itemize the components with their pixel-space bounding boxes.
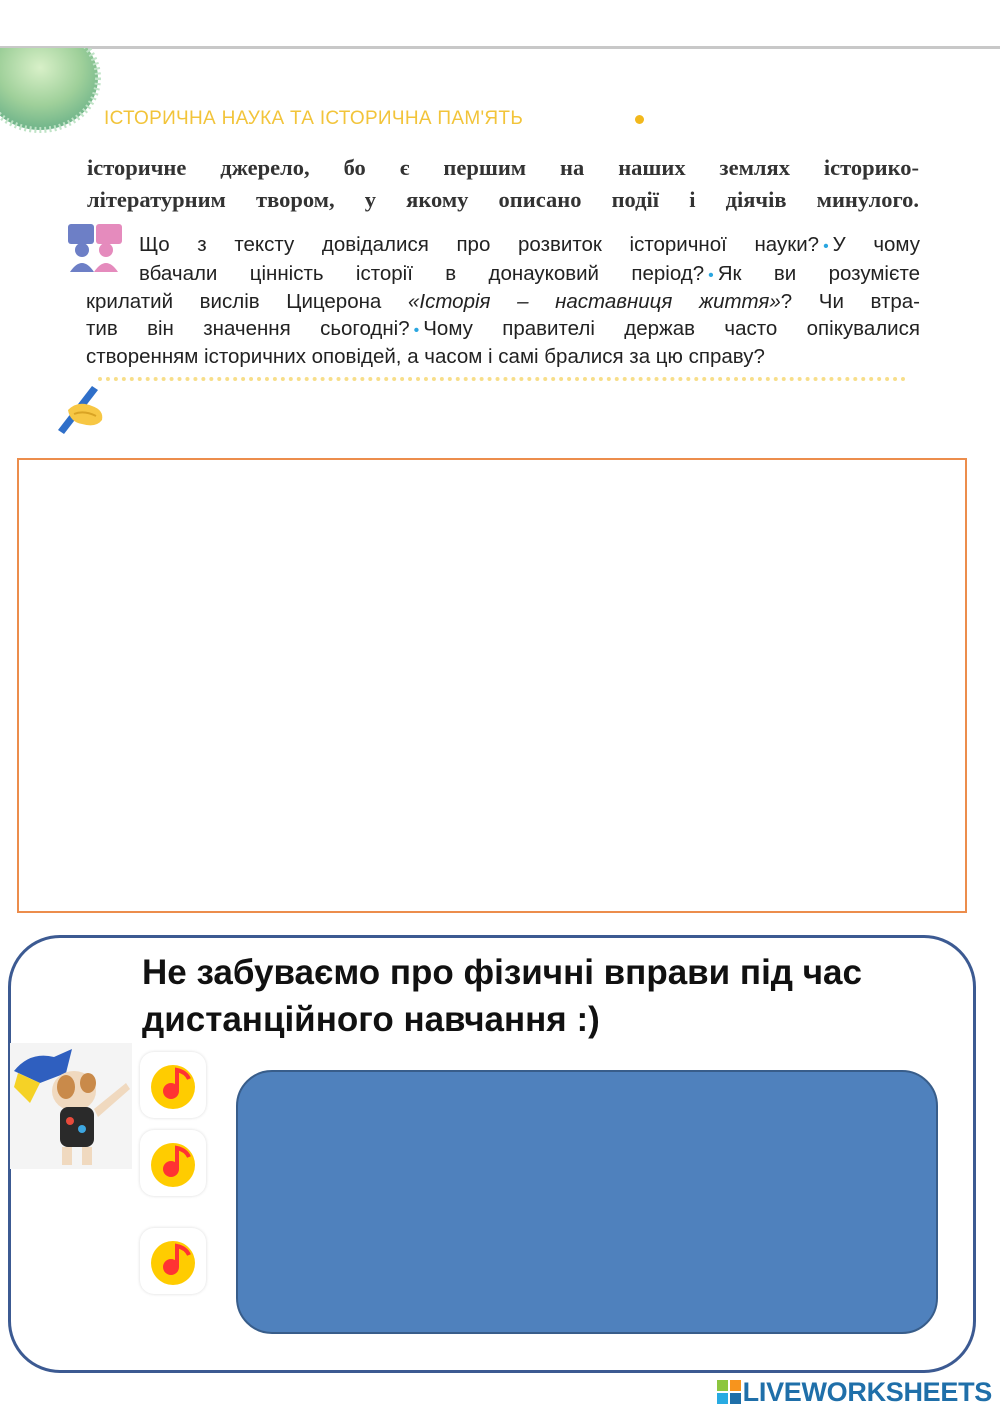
- question-text: Що з тексту довідалися про розвиток історичної науки?: [139, 233, 820, 256]
- dotted-separator: [98, 377, 906, 381]
- question-line: [86, 232, 920, 261]
- question-line: [86, 316, 920, 345]
- music-play-button[interactable]: [140, 1130, 206, 1196]
- music-icon: [140, 1052, 206, 1118]
- answer-textbox[interactable]: [17, 458, 967, 913]
- music-icon: [140, 1228, 206, 1294]
- watermark: [717, 1377, 992, 1407]
- paragraph-line: історичне джерело, бо є першим на наших землях історико-: [87, 155, 919, 180]
- bullet: •: [708, 266, 714, 284]
- section-title: ІСТОРИЧНА НАУКА ТА ІСТОРИЧНА ПАМ'ЯТЬ: [104, 108, 524, 129]
- question-text: ? Чи втра-: [780, 290, 920, 313]
- writing-hand-icon: [52, 380, 107, 434]
- questions-block: [86, 232, 920, 371]
- paragraph-line: літературним твором, у якому описано події і діячів минулого.: [87, 187, 919, 212]
- music-icon: [140, 1130, 206, 1196]
- video-panel[interactable]: [236, 1070, 938, 1334]
- liveworksheets-logo-icon: [717, 1380, 741, 1404]
- watermark-text: LIVEWORKSHEETS: [742, 1376, 992, 1407]
- bullet: •: [823, 238, 829, 255]
- question-text: У чому: [832, 233, 921, 256]
- dog-mascot-image: [10, 1043, 132, 1169]
- question-text: крилатий вислів Цицерона: [86, 290, 382, 313]
- question-text: Чому правителі держав часто опікувалися: [423, 316, 920, 340]
- question-line: створенням історичних оповідей, а часом і самі бралися за цю справу?: [86, 345, 765, 368]
- bullet: •: [413, 321, 420, 339]
- question-line: [86, 261, 920, 290]
- question-text: тив він значення сьогодні?: [86, 316, 410, 340]
- cicero-quote: «Історія – наставниця життя»: [407, 290, 781, 313]
- title-dot: [635, 115, 644, 124]
- decorative-circle-icon: [0, 48, 105, 133]
- top-rule: [0, 46, 1000, 49]
- question-line: [86, 289, 920, 316]
- question-text: Як ви розумієте: [717, 261, 921, 285]
- exercise-title: Не забуваємо про фізичні вправи під час дистанційного навчання :): [142, 953, 862, 1039]
- music-play-button[interactable]: [140, 1228, 206, 1294]
- paragraph: [87, 152, 919, 216]
- music-play-button[interactable]: [140, 1052, 206, 1118]
- question-text: вбачали цінність історії в донауковий період?: [139, 261, 705, 285]
